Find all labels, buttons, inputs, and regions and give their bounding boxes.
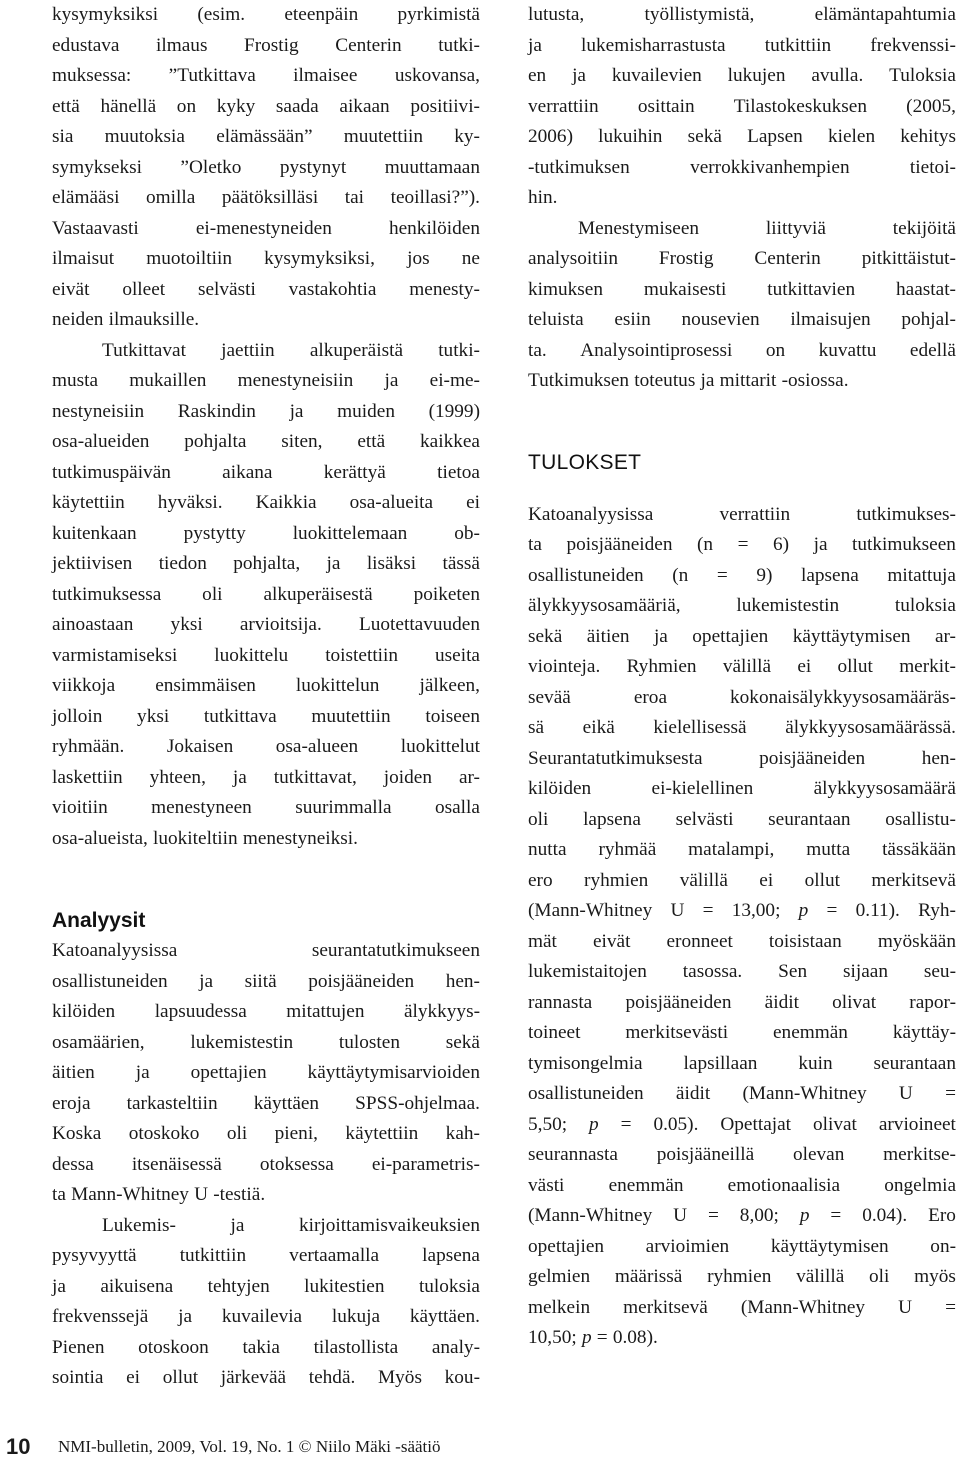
text-line: lukemistaitojen tasossa. Sen sijaan seu-: [528, 961, 956, 982]
text-line: ja lukemisharrastusta tutkittiin frekvenssi-: [528, 34, 956, 56]
paragraph: [52, 936, 480, 1211]
text-line: tutkimuspäivän aikana kerättyä tietoa: [52, 461, 480, 483]
text-line: elämääsi omilla päätöksilläsi tai teoillasi?”).: [52, 187, 480, 208]
paragraph: [528, 500, 956, 1354]
text-line: neiden ilmauksille.: [52, 309, 200, 330]
page-number: 10: [6, 1434, 31, 1459]
text-line: sointia ei ollut järkevää tehdä. Myös kou-: [52, 1367, 480, 1388]
text-line: ta poisjääneiden (n = 6) ja tutkimukseen: [528, 534, 956, 555]
text-line: osallistuneiden (n = 9) lapsena mitattuja: [528, 564, 956, 586]
text-line: en ja kuvailevien lukujen avulla. Tuloksia: [528, 65, 956, 86]
text-line: osamäärien, lukemistestin tulosten sekä: [52, 1031, 480, 1053]
footer-citation: NMI-bulletin, 2009, Vol. 19, No. 1 © Niilo Mäki -säätiö: [58, 1437, 441, 1456]
text-line: verrattiin osittain Tilastokeskuksen (2005,: [528, 95, 956, 117]
text-line: -tutkimuksen verrokkivanhempien tietoi-: [528, 156, 956, 178]
text-line: äitien ja opettajien käyttäytymisarvioiden: [52, 1062, 480, 1083]
text-line: seurannasta poisjääneillä olevan merkitse-: [528, 1144, 956, 1165]
text-line: mät eivät eronneet toisistaan myöskään: [528, 930, 956, 952]
text-line: rannasta poisjääneiden äidit olivat rapor-: [528, 991, 956, 1013]
text-line: analysoitiin Frostig Centerin pitkittäistut-: [528, 248, 956, 269]
text-line: jolloin yksi tutkittava muutettiin toiseen: [52, 705, 480, 727]
text-line: (Mann-Whitney U = 8,00; p = 0.04). Ero: [528, 1205, 956, 1226]
text-line: melkein merkitsevä (Mann-Whitney U =: [528, 1296, 956, 1318]
text-line: Lukemis- ja kirjoittamisvaikeuksien: [102, 1214, 480, 1236]
text-line: kimuksen mukaisesti tutkittavien haastat-: [528, 278, 956, 300]
text-line: 10,50; p = 0.08).: [528, 1327, 658, 1348]
text-line: oli lapsena selvästi seurantaan osallistu-: [528, 808, 956, 830]
text-line: jektiivisen tiedon pohjalta, ja lisäksi tässä: [52, 553, 480, 574]
text-line: 5,50; p = 0.05). Opettajat olivat arvioineet: [528, 1113, 956, 1135]
text-line: hin.: [528, 187, 558, 208]
paragraph: [52, 336, 480, 855]
text-line: kuitenkaan pystytty luokittelemaan ob-: [52, 522, 480, 544]
left-column: [52, 0, 480, 1394]
text-line: osa-alueiden pohjalta siten, että kaikkea: [52, 431, 480, 452]
text-line: sevää eroa kokonaisälykkyysosamääräs-: [528, 686, 956, 708]
text-line: osallistuneiden ja siitä poisjääneiden hen-: [52, 970, 480, 992]
text-line: nestyneisiin Raskindin ja muiden (1999): [52, 400, 480, 422]
text-line: viointeja. Ryhmien välillä ei ollut merkit-: [528, 656, 956, 677]
text-line: ilmaisut muotoiltiin kysymyksiksi, jos ne: [52, 248, 480, 269]
text-line: frekvenssejä ja kuvailevia lukuja käyttäen.: [52, 1306, 480, 1327]
text-line: käytettiin hyväksi. Kaikkia osa-alueita ei: [52, 492, 480, 513]
text-line: Seurantatutkimuksesta poisjääneiden hen-: [528, 747, 956, 769]
text-line: kilöiden ei-kielellinen älykkyysosamäärä: [528, 778, 956, 799]
text-line: ero ryhmien välillä ei ollut merkitsevä: [528, 869, 956, 891]
text-line: sia muutoksia elämässään” muutettiin ky-: [52, 126, 480, 147]
text-line: musta mukaillen menestyneisiin ja ei-me-: [52, 370, 480, 391]
text-line: Katoanalyysissa verrattiin tutkimukses-: [528, 503, 956, 525]
text-line: (Mann-Whitney U = 13,00; p = 0.11). Ryh-: [528, 900, 956, 921]
text-line: 2006) lukuihin sekä Lapsen kielen kehitys: [528, 126, 956, 147]
text-line: gelmien määrissä ryhmien välillä oli myös: [528, 1266, 956, 1287]
text-line: lutusta, työllistymistä, elämäntapahtumia: [528, 4, 956, 25]
page-footer: [0, 1432, 960, 1462]
text-line: tutkimuksessa oli alkuperäisestä poiketen: [52, 583, 480, 605]
text-line: Vastaavasti ei-menestyneiden henkilöiden: [52, 217, 480, 239]
text-line: ja aikuisena tehtyjen lukitestien tuloksia: [52, 1275, 480, 1297]
text-line: kilöiden lapsuudessa mitattujen älykkyys-: [52, 1001, 480, 1022]
text-line: varmistamiseksi luokittelu toistettiin useita: [52, 644, 480, 666]
text-line: sä eikä kielellisessä älykkyysosamäärässä.: [528, 717, 956, 738]
text-line: eroja tarkasteltiin käyttäen SPSS-ohjelmaa.: [52, 1092, 480, 1114]
text-line: ainoastaan yksi arvioitsija. Luotettavuuden: [52, 614, 480, 635]
text-line: muksessa: ”Tutkittava ilmaisee uskovansa,: [52, 65, 480, 86]
text-line: västi enemmän emotionaalisia ongelmia: [528, 1174, 956, 1196]
text-line: älykkyysosamääriä, lukemistestin tuloksia: [528, 595, 956, 616]
text-line: tymisongelmia lapsillaan kuin seurantaan: [528, 1052, 956, 1074]
text-line: Pienen otoskoon takia tilastollista analy-: [52, 1336, 480, 1358]
text-line: symykseksi ”Oletko pystynyt muuttamaan: [52, 156, 480, 178]
text-line: ta Mann-Whitney U -testiä.: [52, 1184, 266, 1205]
text-line: ta. Analysointiprosessi on kuvattu edellä: [528, 339, 956, 361]
text-line: sekä äitien ja opettajien käyttäytymisen ar-: [528, 625, 956, 647]
text-line: Katoanalyysissa seurantatutkimukseen: [52, 940, 480, 961]
text-line: teluista esiin nousevien ilmaisujen pohjal-: [528, 309, 956, 330]
text-line: että hänellä on kyky saada aikaan positiivi-: [52, 95, 480, 117]
paragraph: [528, 0, 956, 214]
text-line: laskettiin yhteen, ja tutkittavat, joiden ar-: [52, 766, 480, 788]
text-line: vioitiin menestyneen suurimmalla osalla: [52, 797, 480, 818]
right-column: [528, 0, 956, 1354]
text-line: nutta ryhmää matalampi, mutta tässäkään: [528, 839, 956, 860]
text-line: Tutkittavat jaettiin alkuperäistä tutki-: [102, 339, 480, 361]
text-line: viikkoja ensimmäisen luokittelun jälkeen,: [52, 675, 480, 696]
text-line: ryhmään. Jokaisen osa-alueen luokittelut: [52, 736, 480, 757]
paragraph: [52, 0, 480, 336]
text-line: opettajien arvioimien käyttäytymisen on-: [528, 1235, 956, 1257]
text-line: Tutkimuksen toteutus ja mittarit -osiossa.: [528, 370, 849, 391]
text-line: osallistuneiden äidit (Mann-Whitney U =: [528, 1083, 956, 1104]
text-line: osa-alueista, luokiteltiin menestyneiksi.: [52, 827, 358, 849]
text-line: Koska otoskoko oli pieni, käytettiin kah-: [52, 1123, 480, 1144]
text-line: Menestymiseen liittyviä tekijöitä: [578, 217, 956, 239]
text-line: eivät olleet selvästi vastakohtia menesty-: [52, 278, 480, 300]
text-line: kysymyksiksi (esim. eteenpäin pyrkimistä: [52, 4, 480, 25]
section-heading: Analyysit: [52, 909, 146, 932]
text-line: dessa itsenäisessä otoksessa ei-parametris-: [52, 1153, 480, 1175]
text-line: toineet merkitsevästi enemmän käyttäy-: [528, 1022, 956, 1043]
section-heading: TULOKSET: [528, 450, 642, 474]
paragraph: [52, 1211, 480, 1394]
text-line: pysyvyyttä tutkittiin vertaamalla lapsena: [52, 1245, 480, 1266]
paragraph: [528, 214, 956, 397]
text-line: edustava ilmaus Frostig Centerin tutki-: [52, 34, 480, 56]
